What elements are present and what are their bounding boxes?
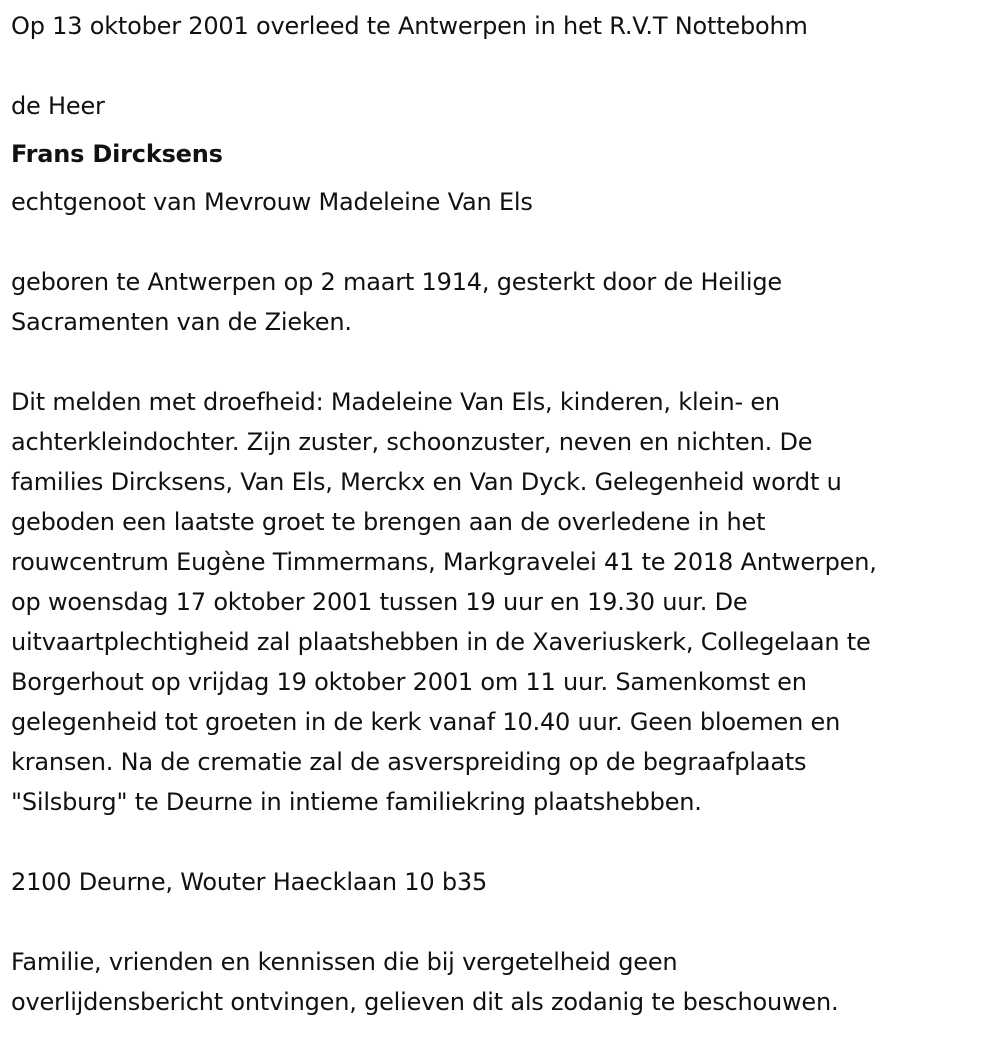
announcement-line: families Dircksens, Van Els, Merckx en Van Dyck. Gelegenheid wordt u [11,468,842,496]
closing-line: Familie, vrienden en kennissen die bij vergetelheid geen [11,948,678,976]
birth-paragraph [11,262,991,342]
announcement-paragraph [11,382,991,822]
announcement-line: uitvaartplechtigheid zal plaatshebben in de Xaveriuskerk, Collegelaan te [11,628,871,656]
announcement-line: gelegenheid tot groeten in de kerk vanaf 10.40 uur. Geen bloemen en [11,708,841,736]
birth-line: geboren te Antwerpen op 2 maart 1914, gesterkt door de Heilige [11,268,782,296]
intro-line: Op 13 oktober 2001 overleed te Antwerpen in het R.V.T Nottebohm [11,12,808,40]
announcement-line: achterkleindochter. Zijn zuster, schoonzuster, neven en nichten. De [11,428,813,456]
announcement-line: Borgerhout op vrijdag 19 oktober 2001 om 11 uur. Samenkomst en [11,668,807,696]
announcement-line: op woensdag 17 oktober 2001 tussen 19 uur en 19.30 uur. De [11,588,748,616]
birth-line: Sacramenten van de Zieken. [11,308,352,336]
announcement-line: geboden een laatste groet te brengen aan de overledene in het [11,508,766,536]
closing-line: overlijdensbericht ontvingen, gelieven dit als zodanig te beschouwen. [11,988,839,1016]
announcement-line: Dit melden met droefheid: Madeleine Van Els, kinderen, klein- en [11,388,780,416]
announcement-line: rouwcentrum Eugène Timmermans, Markgravelei 41 te 2018 Antwerpen, [11,548,877,576]
address-line: 2100 Deurne, Wouter Haecklaan 10 b35 [11,868,488,896]
closing-paragraph [11,942,991,1022]
spouse-line: echtgenoot van Mevrouw Madeleine Van Els [11,188,533,216]
announcement-line: "Silsburg" te Deurne in intieme familiekring plaatshebben. [11,788,702,816]
announcement-line: kransen. Na de crematie zal de asverspreiding op de begraafplaats [11,748,807,776]
deceased-name: Frans Dircksens [11,140,223,168]
honorific: de Heer [11,92,105,120]
